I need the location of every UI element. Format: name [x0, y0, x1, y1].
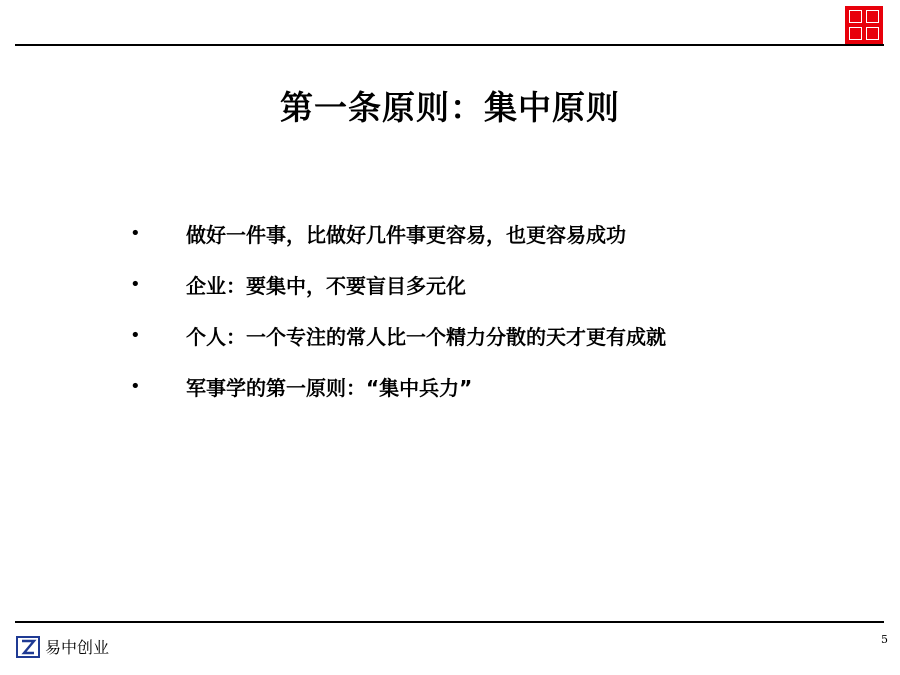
bullet-item: [130, 310, 666, 361]
red-square-grid-logo-icon: [845, 6, 883, 44]
logo-cell: [866, 10, 879, 23]
logo-cell: [866, 27, 879, 40]
bullet-list: [130, 208, 666, 412]
bullet-item: [130, 259, 666, 310]
z-logo-icon: [16, 636, 40, 658]
bullet-text: 个人：一个专注的常人比一个精力分散的天才更有成就: [186, 325, 666, 349]
bullet-dot: •: [130, 274, 141, 295]
bottom-divider: [15, 621, 884, 623]
bullet-text: 企业：要集中，不要盲目多元化: [186, 274, 466, 298]
bullet-text: 做好一件事，比做好几件事更容易，也更容易成功: [186, 223, 626, 247]
bullet-text: 军事学的第一原则：“集中兵力”: [186, 376, 473, 400]
bullet-dot: •: [130, 376, 141, 397]
page-number: 5: [881, 633, 888, 646]
bullet-dot: •: [130, 325, 141, 346]
brand-name: 易中创业: [45, 638, 110, 657]
footer-brand: [16, 635, 109, 658]
bullet-item: [130, 361, 666, 412]
bullet-item: [130, 208, 666, 259]
top-divider: [15, 44, 884, 46]
logo-cell: [849, 27, 862, 40]
bullet-dot: •: [130, 223, 141, 244]
slide-title: 第一条原则：集中原则: [280, 88, 620, 127]
logo-cell: [849, 10, 862, 23]
